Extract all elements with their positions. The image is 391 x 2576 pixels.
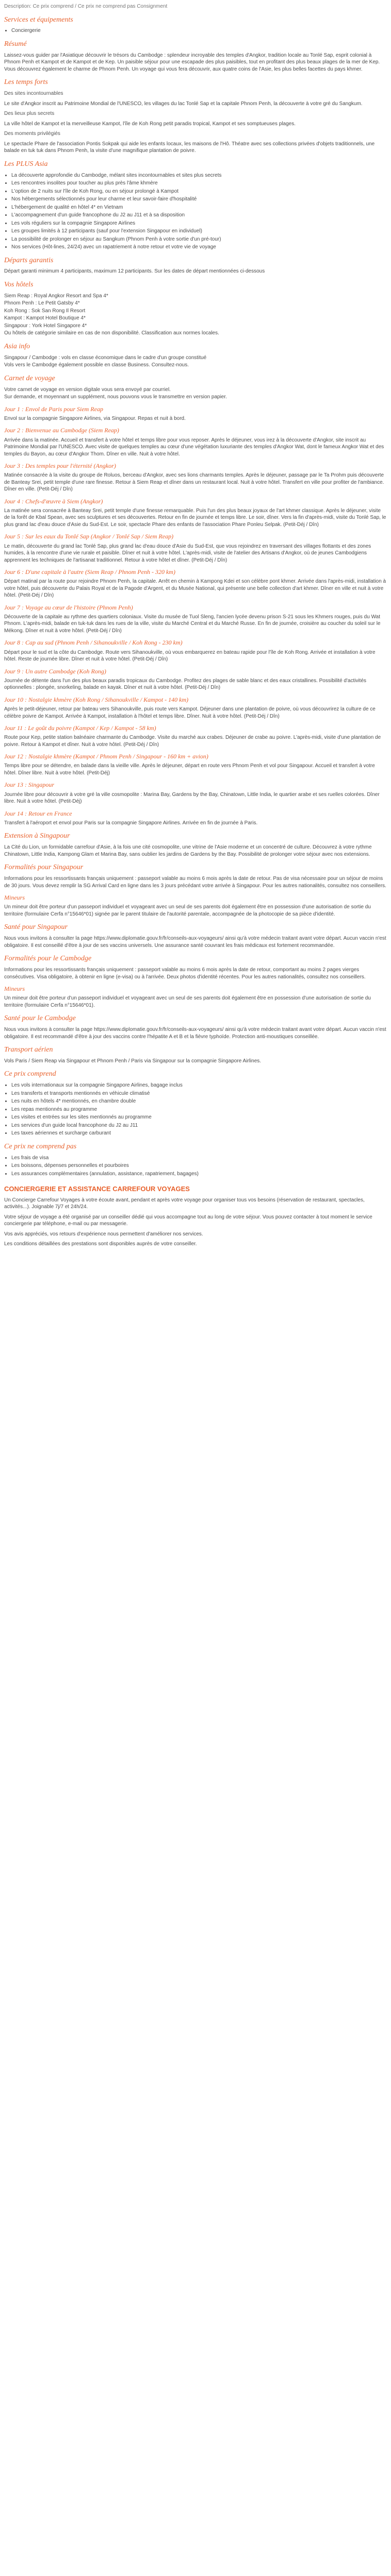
day-text: Départ matinal par la route pour rejoindre Phnom Penh, la capitale. Arrêt en chemin à Kampong Kdei et son célèbre pont khmer. Arrivée dans l'après-midi, installation à votre hôtel, puis découverte du Palais Royal et de la Pagode d'Argent, et du Musée National, qui présente une belle collection d'art khmer. Dîner en ville et nuit à votre hôtel. (Petit-Déj / Dîn) [4,579,386,599]
list-item: • L'option de 2 nuits sur l'île de Koh Rong, ou en séjour prolongé à Kampot [11,188,387,195]
section-title-includes: Ce prix comprend [4,1070,56,1078]
plus-list [4,172,387,251]
section-title-transport: Transport aérien [4,1046,53,1054]
section-title-asia-info: Asia info [4,342,30,350]
section-title-travel-book: Carnet de voyage [4,374,55,382]
itinerary [4,405,387,827]
travel-book-text: Votre carnet de voyage en version digitale vous sera envoyé par courriel. [4,386,171,393]
list-item: • Les boissons, dépenses personnelles et pourboires [11,1162,387,1170]
day-title: Jour 3 : Des temples pour l'éternité (Angkor) [4,462,116,469]
day-title: Jour 4 : Chefs-d'œuvre à Siem (Angkor) [4,497,103,505]
concierge-text: Vos avis appréciés, vos retours d'expérience nous permettent d'améliorer nos services. [4,1231,203,1237]
highlights-subtitle: Des moments privilégiés [4,131,60,137]
list-item: • Les vols internationaux sur la compagnie Singapore Airlines, bagage inclus [11,1082,387,1089]
list-item: • Les transferts et transports mentionnés en véhicule climatisé [11,1090,387,1097]
section-title-formalities: Formalités pour Singapour [4,863,84,872]
resume-text: Laissez-vous guider par l'Asiatique découvrir le trésors du Cambodge : splendeur incroyable des temples d'Angkor, tradition locale au Tonlé Sap, esprit colonial à Phnom Penh et Kampot et de Kampot et de Kep. Un paisible séjour pour une escapade des plus paisibles, tout en profitant des plus beaux plages de la mer de Kep. Vous découvrez également le charme de Phnom Penh. Un voyage qui vous fera découvrir, aux quatre coins de l'Asie, les plus belles facettes du pays khmer. [4,52,380,72]
day-title: Jour 11 : Le goût du poivre (Kampot / Kep / Kampot - 58 km) [4,724,156,732]
section-title-highlights: Les temps forts [4,78,48,87]
day-title: Jour 1 : Envol de Paris pour Siem Reap [4,405,103,413]
formalities-text: Un mineur doit être porteur d'un passeport individuel et voyageant avec un seul de ses parents doit également être en possession d'une autorisation de sortie du territoire (formulaire Cerfa n°15646*01) signée par le parent titulaire de l'autorité parentale, accompagnée de la photocopie de sa pièce d'identité. [4,904,371,917]
formalities [4,863,387,1040]
section-title-hotels: Vos hôtels [4,280,34,289]
hotel-line: Kampot : Kampot Hotel Boutique 4* [4,315,86,321]
day-title: Jour 12 : Nostalgie khmère (Kampot / Phnom Penh / Singapour - 160 km + avion) [4,753,208,760]
day-text: Envol sur la compagnie Singapore Airlines, via Singapour. Repas et nuit à bord. [4,415,186,421]
day-text: Route pour Kep, petite station balnéaire charmante du Cambodge. Visite du marché aux crabes. Déjeuner de crabe au poivre. L'après-midi, visite d'une plantation de poivre. Retour à Kampot et dîner. Nuit à votre hôtel. (Petit-Déj / Dîn) [4,735,381,748]
section-title-departures: Départs garantis [4,256,54,264]
highlights-text: La ville hôtel de Kampot et la merveilleuse Kampot, l'île de Koh Rong petit paradis tropical, Kampot et ses somptueuses plages. [4,121,296,127]
list-item: • Les frais de visa [11,1155,387,1162]
section-title-health: Santé pour le Cambodge [4,1014,76,1023]
concierge-text: Les conditions détaillées des prestations sont disponibles auprès de votre conseiller. [4,1241,197,1247]
day-text: Matinée consacrée à la visite du groupe de Roluos, berceau d'Angkor, avec ses lions charmants temples. Après le déjeuner, passage par le Ta Prohm puis découverte de Banteay Srei, petit temple d'une rare finesse. Retour à Siem Reap et dîner dans un restaurant local. Nuit à votre hôtel. Transfert en ville pour profiter de l'ambiance. Dîner en ville. (Petit-Déj / Dîn) [4,472,384,493]
list-item: • La possibilité de prolonger en séjour au Sangkum (Phnom Penh à votre sortie d'un pré-tour) [11,236,387,243]
list-item: • L'hébergement de qualité en hôtel 4* en Vietnam [11,204,387,211]
formalities-text: Informations pour les ressortissants français uniquement : passeport valable au moins 6 mois après la date de retour, comportant au moins 2 pages vierges consécutives. Visa obligatoire, à obtenir en ligne (e-visa) ou à l'arrivée. Deux photos d'identité récentes. Pour les autres nationalités, consultez nos conseillers. [4,967,366,980]
concierge-text: Votre séjour de voyage a été organisé par un conseiller dédié qui vous accompagne tout au long de votre séjour. Vous pouvez contacter à tout moment le service conciergerie par téléphone, e-mail ou par messagerie. [4,1214,372,1227]
list-item: • Les groupes limités à 12 participants (sauf pour l'extension Singapour en individuel) [11,228,387,235]
day-text: Le matin, découverte du grand lac Tonlé Sap, plus grand lac d'eau douce d'Asie du Sud-Est, que vous rejoindrez en traversant des villages flottants et des zones humides, à la rencontre d'une vie rurale et paisible. Dîner et nuit à votre hôtel. L'après-midi, visite de l'atelier des Artisans d'Angkor, où de jeunes Cambodgiens apprennent les techniques de l'artisanat traditionnel. Retour à votre hôtel et dîner. (Petit-Déj / Dîn) [4,543,371,563]
hotel-line: Koh Rong : Sok San Rong Il Resort [4,308,86,314]
day-title: Jour 7 : Voyage au cœur de l'histoire (Phnom Penh) [4,603,133,611]
section-title-health: Santé pour Singapour [4,923,68,931]
day-title: Jour 5 : Sur les eaux du Tonlé Sap (Angkor / Tonlé Sap / Siem Reap) [4,533,174,540]
section-title-plus: Les PLUS Asia [4,160,48,168]
hotel-line: Ou hôtels de catégorie similaire en cas de non disponibilité. Classification aux normes locales. [4,330,219,336]
asia-info-line: Singapour / Cambodge : vols en classe économique dans le cadre d'un groupe constitué [4,354,207,361]
excludes-list [4,1155,387,1178]
day-text: Départ pour le sud et la côte du Cambodge. Route vers Sihanoukville, où vous embarquerez en bateau rapide pour l'île de Koh Rong. Arrivée et installation à votre hôtel. Reste de journée libre. Dîner et nuit à votre hôtel. (Petit-Déj / Dîn) [4,649,376,663]
day-text: Arrivée dans la matinée. Accueil et transfert à votre hôtel et temps libre pour vous reposer. Après le déjeuner, vous irez à la découverte d'Angkor, site inscrit au Patrimoine Mondial par l'UNESCO. Avec visite de quelques temples au cœur d'une végétation luxuriante des temples d'Angkor Wat, dont le fameux Angkor Wat et des temples du Bayon, au cœur d'Angkor Thom. Dîner en ville. Nuit à votre hôtel. [4,437,384,457]
day-title: Jour 8 : Cap au sud (Phnom Penh / Sihanoukville / Koh Rong - 230 km) [4,639,183,647]
services-list [4,27,387,35]
formalities-text: Nous vous invitons à consulter la page https://www.diplomatie.gouv.fr/fr/conseils-aux-voyageurs/ ainsi qu'à votre médecin traitant avant votre départ. Aucun vaccin n'est obligatoire. Il est recommandé d'être à jour des vaccins contre l'hépatite A et B et la fièvre typhoïde. Protection anti-moustiques conseillée. [4,1027,386,1040]
list-item: • Les taxes aériennes et surcharge carburant [11,1130,387,1137]
day-text: Journée libre pour découvrir à votre gré la ville cosmopolite : Marina Bay, Gardens by the Bay, Chinatown, Little India, le quartier arabe et ses ruelles colorées. Dîner libre. Nuit à votre hôtel. (Petit-Déj) [4,791,380,805]
list-item: • Les rencontres insolites pour toucher au plus près l'âme khmère [11,180,387,187]
list-item: • L'accompagnement d'un guide francophone du J2 au J11 et à sa disposition [11,212,387,219]
day-text: La matinée sera consacrée à Banteay Srei, petit temple d'une finesse remarquable. Puis l'un des plus beaux joyaux de l'art khmer classique. Après le déjeuner, visite de la forêt de Kbal Spean, avec ses sculptures et ses découvertes. Retour en fin de journée et temps libre. Le soir, dîner. Vers la fin d'après-midi, visite du Tonlé Sap, le plus grand lac d'eau douce d'Asie du Sud-Est. Le soir, spectacle Phare des enfants de l'association Phare Ponleu Selpak. (Petit-Déj / Dîn) [4,507,386,528]
concierge-text: Un Concierge Carrefour Voyages à votre écoute avant, pendant et après votre voyage pour organiser tous vos besoins (réservation de restaurant, spectacles, activités...). Joignable 7j/7 et 24h/24. [4,1197,365,1210]
list-item: • Les repas mentionnés au programme [11,1106,387,1113]
day-title: Jour 14 : Retour en France [4,809,72,817]
day-text: Temps libre pour se détendre, en balade dans la vieille ville. Après le déjeuner, départ en route vers Phnom Penh et vol pour Singapour. Accueil et transfert à votre hôtel. Dîner libre. Nuit à votre hôtel. (Petit-Déj) [4,763,375,776]
travel-book-text: Sur demande, et moyennant un supplément, nous pouvons vous le transmettre en version papier. [4,394,227,400]
highlights-subtitle: Des sites incontournables [4,91,63,97]
list-item: • Les visites et entrées sur les sites mentionnés au programme [11,1114,387,1121]
formalities-text: Nous vous invitons à consulter la page https://www.diplomatie.gouv.fr/fr/conseils-aux-voyageurs/ ainsi qu'à votre médecin traitant avant votre départ. Aucun vaccin n'est obligatoire. Il est conseillé d'être à jour de ses vaccins universels. Une assurance santé couvrant les frais médicaux est fortement recommandée. [4,936,386,948]
document-page [0,0,391,1248]
departures-text: Départ garanti minimum 4 participants, maximum 12 participants. Sur les dates de départ mentionnées ci-dessous [4,268,265,275]
asia-info-line: Vols vers le Cambodge également possible en classe Business. Consultez-nous. [4,362,189,368]
extension-text: La Cité du Lion, un formidable carrefour d'Asie, à la fois une cité cosmopolite, une vitrine de l'Asie moderne et un concentré de culture. Découvrez à votre rythme Chinatown, Little India, Kampong Glam et Marina Bay, sans oublier les jardins de Gardens by the Bay. Possibilité de prolonger votre séjour avec nos extensions. [4,844,372,857]
day-title: Jour 6 : D'une capitale à l'autre (Siem Reap / Phnom Penh - 320 km) [4,568,175,576]
list-item: • Les assurances complémentaires (annulation, assistance, rapatriement, bagages) [11,1171,387,1178]
section-subtitle: Mineurs [4,985,25,992]
section-title-excludes: Ce prix ne comprend pas [4,1142,77,1150]
day-text: Journée de détente dans l'un des plus beaux paradis tropicaux du Cambodge. Profitez des plages de sable blanc et des eaux cristallines. Possibilité d'activités optionnelles : plongée, snorkeling, balade en kayak. Dîner et nuit à votre hôtel. (Petit-Déj / Dîn) [4,677,367,691]
day-title: Jour 9 : Un autre Cambodge (Koh Rong) [4,667,106,675]
highlights-subtitle: Des lieux plus secrets [4,111,55,117]
highlights-text: Le spectacle Phare de l'association Pontis Sokpak qui aide les enfants locaux, les maisons de l'Hô. Théatre avec ses collections privées d'objets traditionnels, une balade en tuk tuk dans Phnom Penh, la visite d'une magnifique plantation de poivre. [4,141,375,154]
day-text: Après le petit-déjeuner, retour par bateau vers Sihanoukville, puis route vers Kampot. Déjeuner dans une plantation de poivre, où vous découvrirez la culture de ce célèbre poivre de Kampot. Arrivée à Kampot, installation à l'hôtel et temps libre. Dîner. Nuit à votre hôtel. (Petit-Déj / Dîn) [4,706,376,719]
list-item: • Nos hébergements sélectionnés pour leur charme et leur savoir-faire d'hospitalité [11,196,387,203]
formalities-text: Informations pour les ressortissants français uniquement : passeport valable au moins 6 mois après la date de retour. Pas de visa nécessaire pour un séjour de moins de 30 jours. Vous devez remplir la SG Arrival Card en ligne dans les 3 jours précédant votre arrivée à Singapour. Pour les autres nationalités, consultez nos conseillers. [4,876,386,889]
list-item: • Les services d'un guide local francophone du J2 au J11 [11,1122,387,1129]
section-subtitle: Mineurs [4,894,25,902]
formalities-text: Un mineur doit être porteur d'un passeport individuel et voyageant avec un seul de ses parents doit également être en possession d'une autorisation de sortie du territoire (formulaire Cerfa n°15646*01). [4,995,371,1008]
includes-list [4,1082,387,1137]
top-note: Description: Ce prix comprend / Ce prix ne comprend pas Consignment [4,4,168,9]
day-title: Jour 10 : Nostalgie khmère (Koh Rong / Sihanoukville / Kampot - 140 km) [4,696,189,703]
day-title: Jour 13 : Singapour [4,781,54,789]
transport-text: Vols Paris / Siem Reap via Singapour et Phnom Penh / Paris via Singapour sur la compagnie Singapore Airlines. [4,1058,262,1064]
section-title-formalities: Formalités pour le Cambodge [4,955,92,963]
list-item: • Nos services (Hôt-lines, 24/24) avec un rapatriement à notre retour et votre vie de voyage [11,244,387,251]
list-item: • Conciergerie [11,27,387,35]
list-item: • La découverte approfondie du Cambodge, mélant sites incontournables et sites plus secrets [11,172,387,179]
day-title: Jour 2 : Bienvenue au Cambodge (Siem Reap) [4,427,119,434]
section-title-concierge: CONCIERGERIE ET ASSISTANCE CARREFOUR VOYAGES [4,1185,190,1193]
list-item: • Les vols réguliers sur la compagnie Singapore Airlines [11,220,387,227]
section-title-resume: Résumé [4,40,27,48]
hotel-line: Singapour : York Hotel Singapore 4* [4,323,87,329]
section-title-services: Services et équipements [4,15,73,24]
day-text: Transfert à l'aéroport et envol pour Paris sur la compagnie Singapore Airlines. Arrivée en fin de journée à Paris. [4,820,258,826]
section-title-extension: Extension à Singapour [4,832,70,840]
day-text: Découverte de la capitale au rythme des quartiers coloniaux. Visite du musée de Tuol Sleng, l'ancien lycée devenu prison S-21 sous les Khmers rouges, puis du Wat Phnom. L'après-midi, balade en tuk-tuk dans les rues de la ville, visite du Marché Central et du Marché Russe. En fin de journée, croisière au coucher du soleil sur le Mékong. Dîner et nuit à votre hôtel. (Petit-Déj / Dîn) [4,614,381,634]
hotel-line: Siem Reap : Royal Angkor Resort and Spa 4* [4,293,108,299]
hotel-line: Phnom Penh : Le Petit Gatsby 4* [4,300,80,307]
list-item: • Les nuits en hôtels 4* mentionnés, en chambre double [11,1098,387,1105]
highlights-text: Le site d'Angkor inscrit au Patrimoine Mondial de l'UNESCO, les villages du lac Tonlé Sap et la capitale Phnom Penh, la découverte à votre gré du Sangkum. [4,100,363,107]
